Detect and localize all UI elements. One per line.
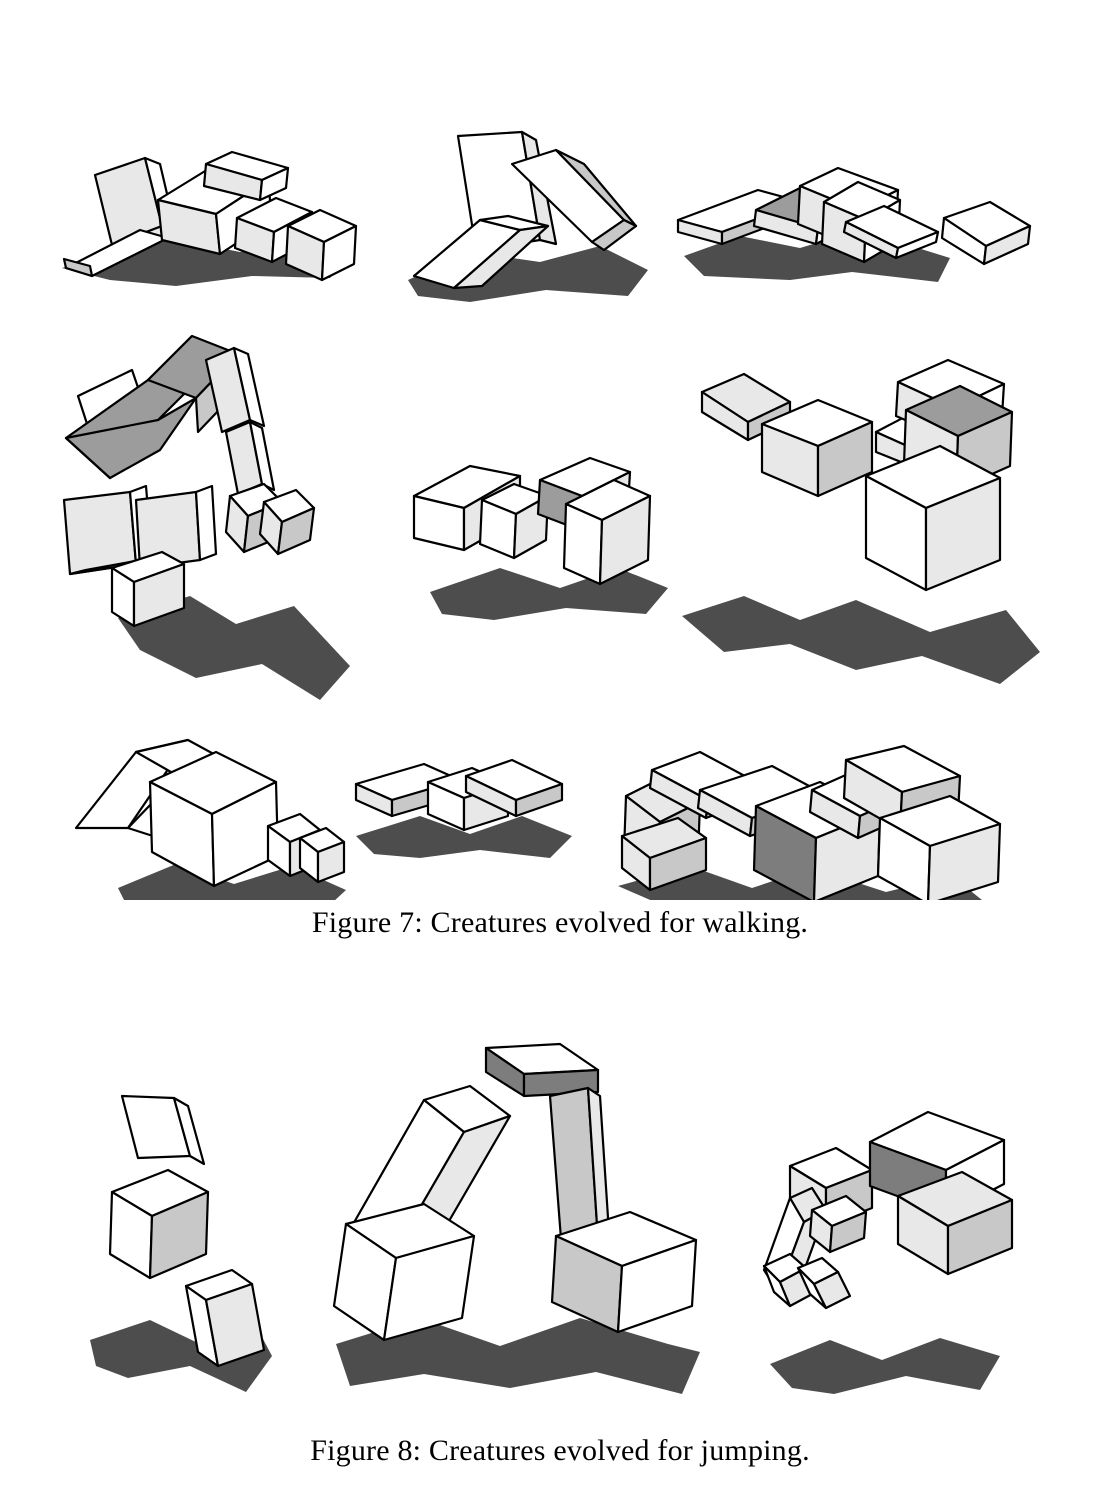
creature-walker-2 bbox=[408, 132, 648, 302]
creature-walker-5 bbox=[414, 458, 668, 620]
figure-7-caption: Figure 7: Creatures evolved for walking. bbox=[311, 906, 809, 939]
creature-walker-1 bbox=[62, 152, 356, 286]
figure-7 bbox=[0, 40, 1120, 960]
figure-8 bbox=[0, 1000, 1120, 1500]
creature-walker-7 bbox=[76, 740, 346, 900]
creature-jumper-1 bbox=[90, 1096, 272, 1392]
creature-walker-3 bbox=[678, 168, 1030, 282]
figure-8-caption: Figure 8: Creatures evolved for jumping. bbox=[310, 1434, 810, 1467]
creature-walker-8 bbox=[356, 760, 572, 858]
figure-8-illustration bbox=[0, 1000, 1120, 1420]
creature-walker-4 bbox=[64, 336, 350, 700]
figure-7-illustration bbox=[0, 40, 1120, 900]
creature-jumper-3 bbox=[764, 1112, 1012, 1394]
creature-walker-6 bbox=[682, 360, 1040, 684]
creature-jumper-2 bbox=[334, 1044, 700, 1394]
creature-walker-9 bbox=[618, 746, 1032, 900]
